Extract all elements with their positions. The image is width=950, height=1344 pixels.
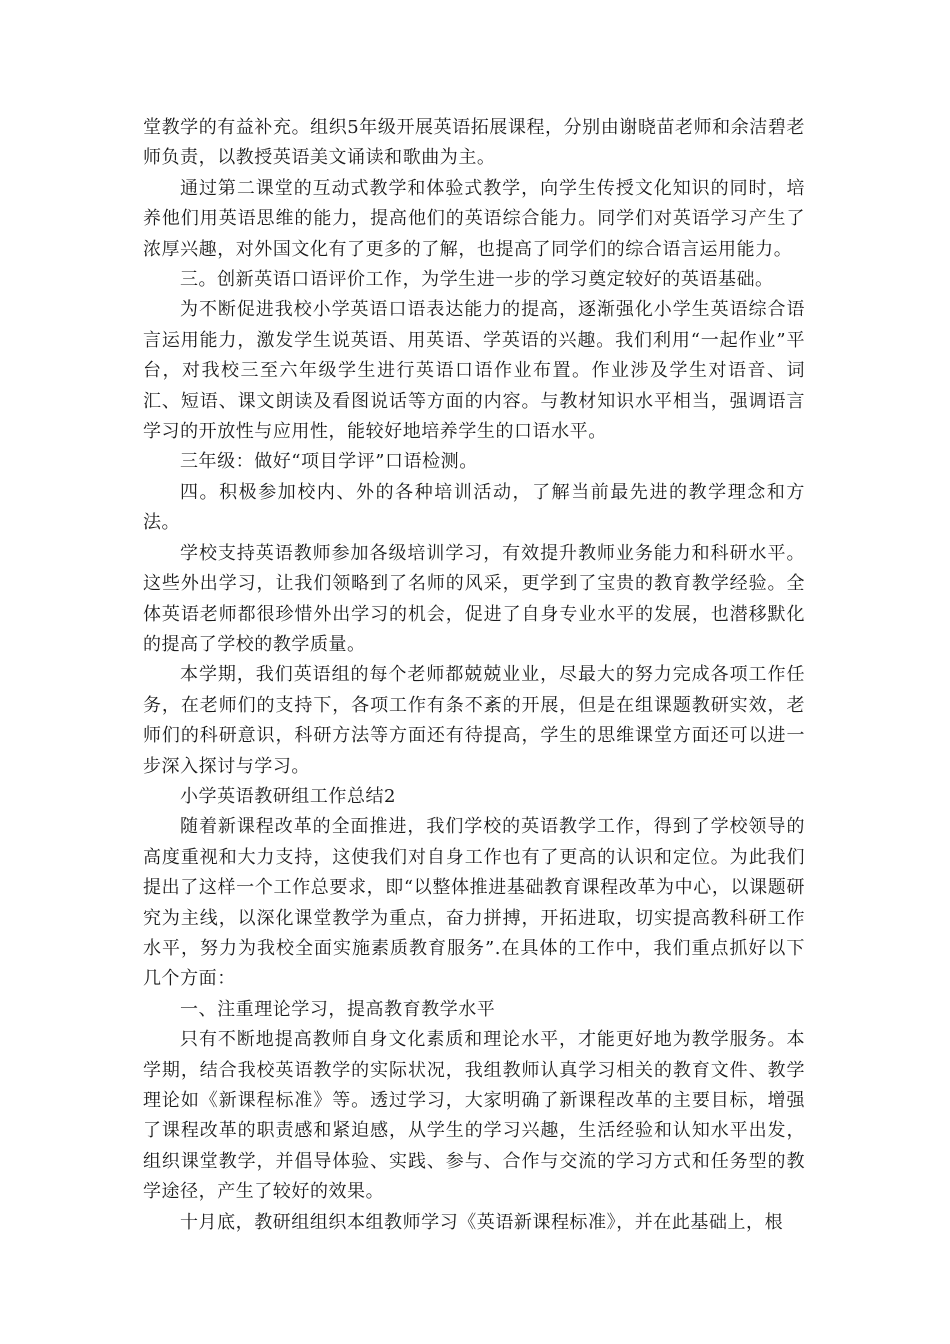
paragraph: 随着新课程改革的全面推进，我们学校的英语教学工作，得到了学校领导的高度重视和大力支持，这使我们对自身工作也有了更高的认识和定位。为此我们提出了这样一个工作总要求，即“以整体推进基础教育课程改革为中心，以课题研究为主线，以深化课堂教学为重点，奋力拼搏，开拓进取，切实提高教科研工作水平，努力为我校全面实施素质教育服务”.在具体的工作中，我们重点抓好以下几个方面：: [143, 816, 805, 990]
paragraph: 本学期，我们英语组的每个老师都兢兢业业，尽最大的努力完成各项工作任务，在老师们的支持下，各项工作有条不紊的开展，但是在组课题教研实效，老师们的科研意识，科研方法等方面还有待提高，学生的思维课堂方面还可以进一步深入探讨与学习。: [143, 664, 805, 777]
paragraph: 堂教学的有益补充。组织5年级开展英语拓展课程，分别由谢晓苗老师和余洁碧老师负责，以教授英语美文诵读和歌曲为主。: [143, 117, 805, 169]
paragraph: 三年级：做好“项目学评”口语检测。: [180, 451, 478, 473]
section-heading: 三。创新英语口语评价工作，为学生进一步的学习奠定较好的英语基础。: [180, 269, 774, 291]
paragraph: 通过第二课堂的互动式教学和体验式教学，向学生传授文化知识的同时，培养他们用英语思维的能力，提高他们的英语综合能力。同学们对英语学习产生了浓厚兴趣，对外国文化有了更多的了解，也提高了同学们的综合语言运用能力。: [143, 177, 805, 260]
section-heading: 一、注重理论学习，提高教育教学水平: [180, 998, 496, 1020]
paragraph: 为不断促进我校小学英语口语表达能力的提高，逐渐强化小学生英语综合语言运用能力，激发学生说英语、用英语、学英语的兴趣。我们利用“一起作业”平台，对我校三至六年级学生进行英语口语作业布置。作业涉及学生对语音、词汇、短语、课文朗读及看图说话等方面的内容。与教材知识水平相当，强调语言学习的开放性与应用性，能较好地培养学生的口语水平。: [143, 299, 805, 443]
paragraph: 十月底，教研组组织本组教师学习《英语新课程标准》，并在此基础上，根: [180, 1211, 784, 1233]
section-heading: 四。积极参加校内、外的各种培训活动，了解当前最先进的教学理念和方法。: [143, 481, 805, 534]
document-page: [143, 113, 805, 1238]
paragraph: 只有不断地提高教师自身文化素质和理论水平，才能更好地为教学服务。本学期，结合我校英语教学的实际状况，我组教师认真学习相关的教育文件、教学理论如《新课程标准》等。透过学习，大家明确了新课程改革的主要目标，增强了课程改革的职责感和紧迫感，从学生的学习兴趣，生活经验和认知水平出发，组织课堂教学，并倡导体验、实践、参与、合作与交流的学习方式和任务型的教学途径，产生了较好的效果。: [143, 1029, 805, 1203]
paragraph: 学校支持英语教师参加各级培训学习，有效提升教师业务能力和科研水平。这些外出学习，让我们领略到了名师的风采，更学到了宝贵的教育教学经验。全体英语老师都很珍惜外出学习的机会，促进了自身专业水平的发展，也潜移默化的提高了学校的教学质量。: [143, 542, 805, 655]
document-title: 小学英语教研组工作总结2: [180, 785, 397, 807]
